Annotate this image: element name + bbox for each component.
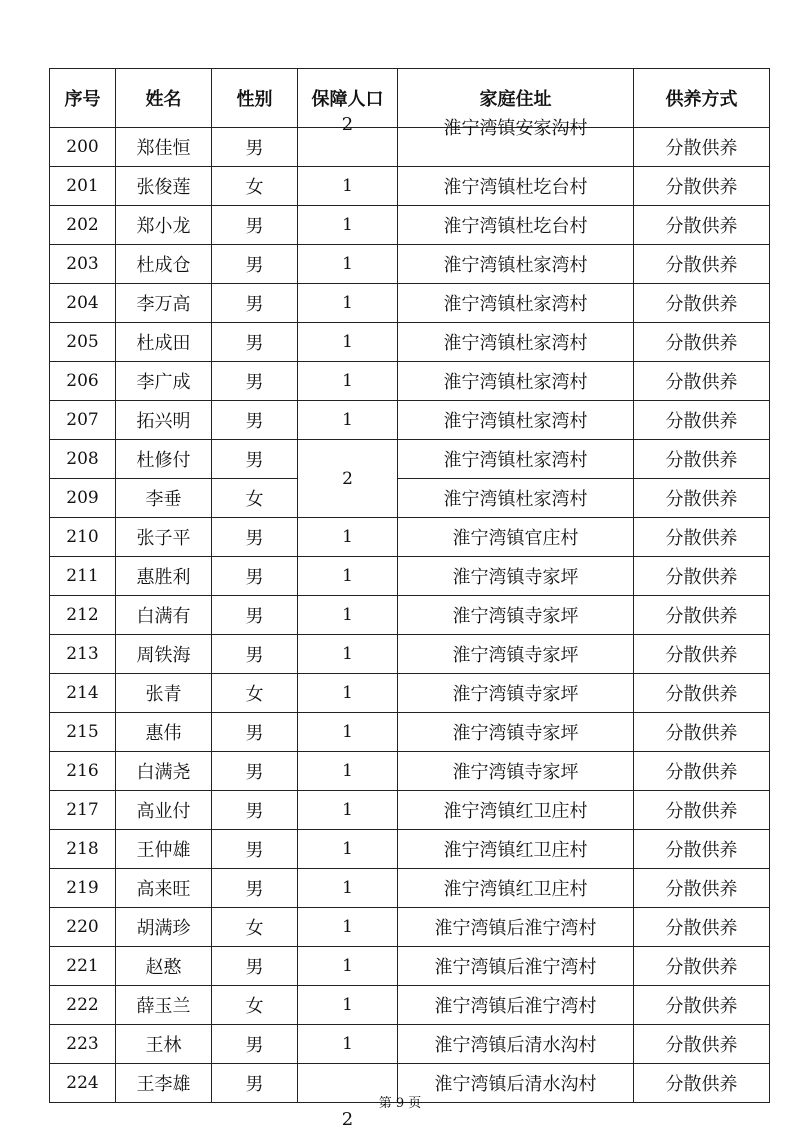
cell-population: 1 — [298, 284, 398, 323]
cell-population: 1 — [298, 596, 398, 635]
cell-address: 淮宁湾镇寺家坪 — [398, 713, 634, 752]
cell-address: 淮宁湾镇后淮宁湾村 — [398, 908, 634, 947]
table-row — [50, 167, 770, 206]
cell-address: 淮宁湾镇寺家坪 — [398, 596, 634, 635]
cell-name: 王李雄 — [116, 1064, 212, 1103]
cell-address: 淮宁湾镇寺家坪 — [398, 674, 634, 713]
cell-support-mode: 分散供养 — [634, 128, 770, 167]
cell-support-mode: 分散供养 — [634, 830, 770, 869]
cell-address — [398, 118, 634, 167]
cell-address: 淮宁湾镇杜圪台村 — [398, 167, 634, 206]
table-row — [50, 206, 770, 245]
cell-sex: 男 — [212, 1025, 298, 1064]
cell-serial: 218 — [50, 830, 116, 869]
cell-support-mode: 分散供养 — [634, 557, 770, 596]
cell-sex: 男 — [212, 440, 298, 479]
table-row — [50, 869, 770, 908]
cell-name: 张俊莲 — [116, 167, 212, 206]
table-row — [50, 479, 770, 518]
cell-serial: 212 — [50, 596, 116, 635]
cell-name: 高来旺 — [116, 869, 212, 908]
cell-sex: 男 — [212, 830, 298, 869]
cell-name: 李垂 — [116, 479, 212, 518]
cell-serial: 214 — [50, 674, 116, 713]
cell-population: 1 — [298, 518, 398, 557]
cell-sex: 男 — [212, 323, 298, 362]
cell-serial: 215 — [50, 713, 116, 752]
cell-address: 淮宁湾镇官庄村 — [398, 518, 634, 557]
cell-address: 淮宁湾镇红卫庄村 — [398, 869, 634, 908]
cell-sex: 女 — [212, 986, 298, 1025]
table-row — [50, 362, 770, 401]
cell-support-mode: 分散供养 — [634, 362, 770, 401]
cell-name: 周铁海 — [116, 635, 212, 674]
table-row — [50, 830, 770, 869]
cell-population: 1 — [298, 323, 398, 362]
cell-address: 淮宁湾镇红卫庄村 — [398, 791, 634, 830]
cell-sex: 男 — [212, 635, 298, 674]
cell-sex: 女 — [212, 167, 298, 206]
cell-serial: 221 — [50, 947, 116, 986]
cell-sex: 男 — [212, 284, 298, 323]
table-row — [50, 713, 770, 752]
table-row — [50, 752, 770, 791]
cell-support-mode: 分散供养 — [634, 596, 770, 635]
cell-population: 1 — [298, 245, 398, 284]
cell-serial: 204 — [50, 284, 116, 323]
table-row — [50, 791, 770, 830]
cell-name: 赵憨 — [116, 947, 212, 986]
cell-address: 淮宁湾镇寺家坪 — [398, 557, 634, 596]
cell-serial: 200 — [50, 128, 116, 167]
header-support-mode: 供养方式 — [634, 69, 770, 128]
cell-support-mode: 分散供养 — [634, 323, 770, 362]
cell-sex: 男 — [212, 362, 298, 401]
cell-serial: 216 — [50, 752, 116, 791]
cell-name: 王仲雄 — [116, 830, 212, 869]
cell-name: 白满尧 — [116, 752, 212, 791]
cell-sex: 男 — [212, 401, 298, 440]
cut-address-text: 淮宁湾镇安家沟村 — [443, 118, 588, 139]
cell-population: 1 — [298, 674, 398, 713]
cell-name: 张青 — [116, 674, 212, 713]
page-number: 第 9 页 — [378, 1096, 422, 1111]
cell-population: 1 — [298, 401, 398, 440]
cell-population: 1 — [298, 869, 398, 908]
table-row — [50, 986, 770, 1025]
table-row — [50, 245, 770, 284]
cell-support-mode: 分散供养 — [634, 908, 770, 947]
header-address: 家庭住址 — [398, 69, 634, 128]
cell-sex: 女 — [212, 908, 298, 947]
cell-name: 胡满珍 — [116, 908, 212, 947]
cell-support-mode: 分散供养 — [634, 713, 770, 752]
cell-name: 惠胜利 — [116, 557, 212, 596]
cell-sex: 男 — [212, 518, 298, 557]
cell-population: 1 — [298, 908, 398, 947]
cell-name: 杜修付 — [116, 440, 212, 479]
cell-population-merged: 2 — [298, 440, 398, 518]
table-row — [50, 323, 770, 362]
cell-address: 淮宁湾镇杜家湾村 — [398, 401, 634, 440]
cell-population: 1 — [298, 557, 398, 596]
header-sex: 性别 — [212, 69, 298, 128]
cell-name: 郑小龙 — [116, 206, 212, 245]
cell-name: 郑佳恒 — [116, 128, 212, 167]
table-row — [50, 401, 770, 440]
cell-serial: 224 — [50, 1064, 116, 1103]
cell-serial: 209 — [50, 479, 116, 518]
cell-address: 淮宁湾镇杜家湾村 — [398, 479, 634, 518]
cell-sex: 男 — [212, 713, 298, 752]
cell-serial: 202 — [50, 206, 116, 245]
cell-serial: 201 — [50, 167, 116, 206]
cell-serial: 219 — [50, 869, 116, 908]
cell-address: 淮宁湾镇寺家坪 — [398, 752, 634, 791]
cell-support-mode: 分散供养 — [634, 674, 770, 713]
cell-sex: 男 — [212, 869, 298, 908]
cell-sex: 男 — [212, 752, 298, 791]
cell-sex: 男 — [212, 947, 298, 986]
cell-population: 1 — [298, 1025, 398, 1064]
table-row — [50, 284, 770, 323]
cell-serial: 220 — [50, 908, 116, 947]
cell-population: 1 — [298, 167, 398, 206]
cell-address: 淮宁湾镇后淮宁湾村 — [398, 986, 634, 1025]
cell-population: 1 — [298, 206, 398, 245]
table-row — [50, 128, 770, 167]
cell-sex: 男 — [212, 596, 298, 635]
cut-population-text: 2 — [341, 114, 354, 135]
cell-address: 淮宁湾镇杜圪台村 — [398, 206, 634, 245]
cell-name: 杜成仓 — [116, 245, 212, 284]
table-row — [50, 947, 770, 986]
cell-address: 淮宁湾镇杜家湾村 — [398, 440, 634, 479]
cell-name: 张子平 — [116, 518, 212, 557]
cell-serial: 203 — [50, 245, 116, 284]
cell-sex: 男 — [212, 245, 298, 284]
cell-address: 淮宁湾镇寺家坪 — [398, 635, 634, 674]
cell-support-mode: 分散供养 — [634, 791, 770, 830]
cell-sex: 男 — [212, 206, 298, 245]
cell-serial: 222 — [50, 986, 116, 1025]
header-population: 保障人口 — [298, 69, 398, 128]
cell-support-mode: 分散供养 — [634, 401, 770, 440]
cell-name: 惠伟 — [116, 713, 212, 752]
cell-serial: 205 — [50, 323, 116, 362]
cell-sex: 女 — [212, 479, 298, 518]
cell-support-mode: 分散供养 — [634, 947, 770, 986]
table-row — [50, 440, 770, 479]
cell-serial: 208 — [50, 440, 116, 479]
cell-population: 1 — [298, 791, 398, 830]
cell-address: 淮宁湾镇红卫庄村 — [398, 830, 634, 869]
cell-support-mode: 分散供养 — [634, 206, 770, 245]
cell-serial: 223 — [50, 1025, 116, 1064]
table-row — [50, 674, 770, 713]
cell-sex: 男 — [212, 1064, 298, 1103]
cell-name: 拓兴明 — [116, 401, 212, 440]
header-serial: 序号 — [50, 69, 116, 128]
table-row — [50, 557, 770, 596]
table-row — [50, 908, 770, 947]
cell-support-mode: 分散供养 — [634, 284, 770, 323]
cell-sex: 女 — [212, 674, 298, 713]
cell-support-mode: 分散供养 — [634, 440, 770, 479]
table-row — [50, 596, 770, 635]
cell-name: 白满有 — [116, 596, 212, 635]
cell-serial: 213 — [50, 635, 116, 674]
cell-address: 淮宁湾镇后淮宁湾村 — [398, 947, 634, 986]
cell-name: 薛玉兰 — [116, 986, 212, 1025]
cell-address: 淮宁湾镇杜家湾村 — [398, 284, 634, 323]
cell-address: 淮宁湾镇杜家湾村 — [398, 245, 634, 284]
cell-population: 1 — [298, 752, 398, 791]
cell-name: 李广成 — [116, 362, 212, 401]
cell-sex: 男 — [212, 557, 298, 596]
cell-support-mode: 分散供养 — [634, 479, 770, 518]
cell-sex: 男 — [212, 791, 298, 830]
cell-name: 杜成田 — [116, 323, 212, 362]
cell-serial: 207 — [50, 401, 116, 440]
table-row — [50, 635, 770, 674]
cell-serial: 217 — [50, 791, 116, 830]
cell-serial: 210 — [50, 518, 116, 557]
cell-support-mode: 分散供养 — [634, 869, 770, 908]
cell-population: 1 — [298, 947, 398, 986]
cell-address: 淮宁湾镇杜家湾村 — [398, 323, 634, 362]
cell-population: 1 — [298, 362, 398, 401]
cell-address: 淮宁湾镇后清水沟村 — [398, 1064, 634, 1103]
cell-support-mode: 分散供养 — [634, 518, 770, 557]
cell-population: 1 — [298, 713, 398, 752]
cell-support-mode: 分散供养 — [634, 635, 770, 674]
cell-support-mode: 分散供养 — [634, 986, 770, 1025]
cell-address: 淮宁湾镇杜家湾村 — [398, 362, 634, 401]
cell-name: 王林 — [116, 1025, 212, 1064]
cell-name: 李万高 — [116, 284, 212, 323]
cell-address: 淮宁湾镇后清水沟村 — [398, 1025, 634, 1064]
cut-population-text: 2 — [341, 1109, 354, 1130]
cell-name: 高业付 — [116, 791, 212, 830]
cell-population — [298, 114, 398, 167]
header-name: 姓名 — [116, 69, 212, 128]
cell-population: 1 — [298, 635, 398, 674]
cell-serial: 211 — [50, 557, 116, 596]
cell-population: 1 — [298, 986, 398, 1025]
table-row — [50, 518, 770, 557]
cell-support-mode: 分散供养 — [634, 752, 770, 791]
cell-support-mode: 分散供养 — [634, 245, 770, 284]
cell-support-mode: 分散供养 — [634, 1064, 770, 1103]
cell-population: 1 — [298, 830, 398, 869]
cell-serial: 206 — [50, 362, 116, 401]
table-row — [50, 1025, 770, 1064]
cell-support-mode: 分散供养 — [634, 167, 770, 206]
cell-sex: 男 — [212, 128, 298, 167]
cell-support-mode: 分散供养 — [634, 1025, 770, 1064]
